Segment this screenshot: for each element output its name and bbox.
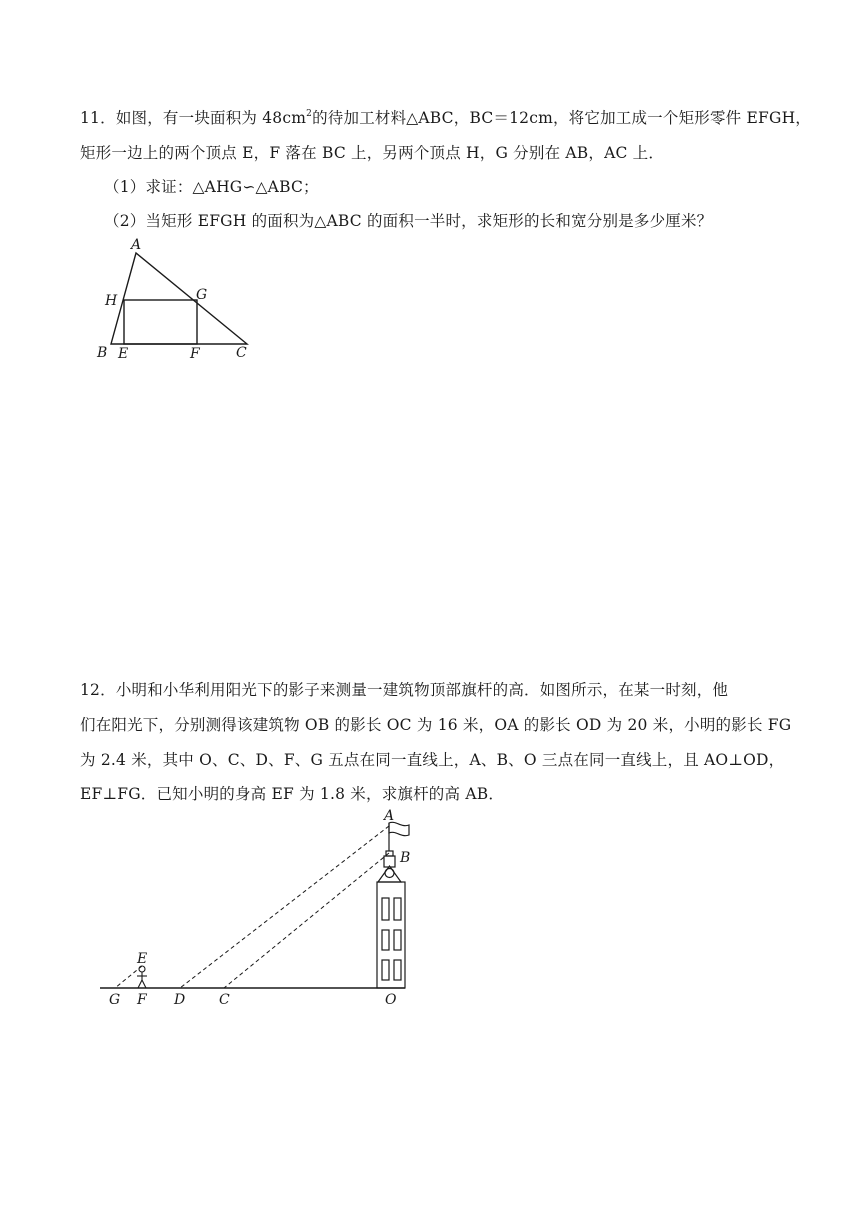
label-a: A <box>131 237 142 253</box>
label-h: H <box>105 293 118 309</box>
problem12-line3: 为 2.4 米，其中 O、C、D、F、G 五点在同一直线上，A、B、O 三点在同一直线上，且 AO⊥OD， <box>80 751 785 769</box>
label-b: B <box>97 345 108 361</box>
label-o: O <box>385 992 397 1008</box>
label-f: F <box>190 346 200 362</box>
superscript: 2 <box>306 109 313 119</box>
building <box>377 851 405 988</box>
label-d: D <box>174 992 186 1008</box>
problem11-text: 11．如图，有一块面积为 48cm <box>80 109 307 127</box>
person-icon <box>137 966 147 988</box>
problem11-question2: （2）当矩形 EFGH 的面积为△ABC 的面积一半时，求矩形的长和宽分别是多少厘米？ <box>104 212 713 230</box>
ray-a-to-d <box>180 826 389 988</box>
label-e: E <box>118 346 129 362</box>
label-g: G <box>196 287 208 303</box>
problem11-line2: 矩形一边上的两个顶点 E，F 落在 BC 上，另两个顶点 H，G 分别在 AB，AC 上． <box>80 144 665 162</box>
label-e: E <box>137 951 148 967</box>
problem11-question1: （1）求证：△AHG∽△ABC； <box>104 178 319 196</box>
label-c: C <box>236 345 247 361</box>
problem12-line1: 12．小明和小华利用阳光下的影子来测量一建筑物顶部旗杆的高．如图所示，在某一时刻，他 <box>80 681 729 699</box>
label-g: G <box>109 992 121 1008</box>
ray-e-to-g <box>115 966 142 988</box>
problem11-text: 的待加工材料△ABC，BC＝12cm，将它加工成一个矩形零件 EFGH， <box>312 109 811 127</box>
problem12-line2: 们在阳光下，分别测得该建筑物 OB 的影长 OC 为 16 米，OA 的影长 OD 为 20 米，小明的影长 FG <box>80 716 792 734</box>
problem12-line4: EF⊥FG．已知小明的身高 EF 为 1.8 米，求旗杆的高 AB． <box>80 785 505 803</box>
label-f: F <box>137 992 147 1008</box>
flag-icon <box>389 822 409 835</box>
label-a: A <box>384 808 395 824</box>
flagpole <box>389 822 409 851</box>
label-b: B <box>400 850 411 866</box>
label-c: C <box>219 992 230 1008</box>
ray-b-to-c <box>224 853 389 988</box>
